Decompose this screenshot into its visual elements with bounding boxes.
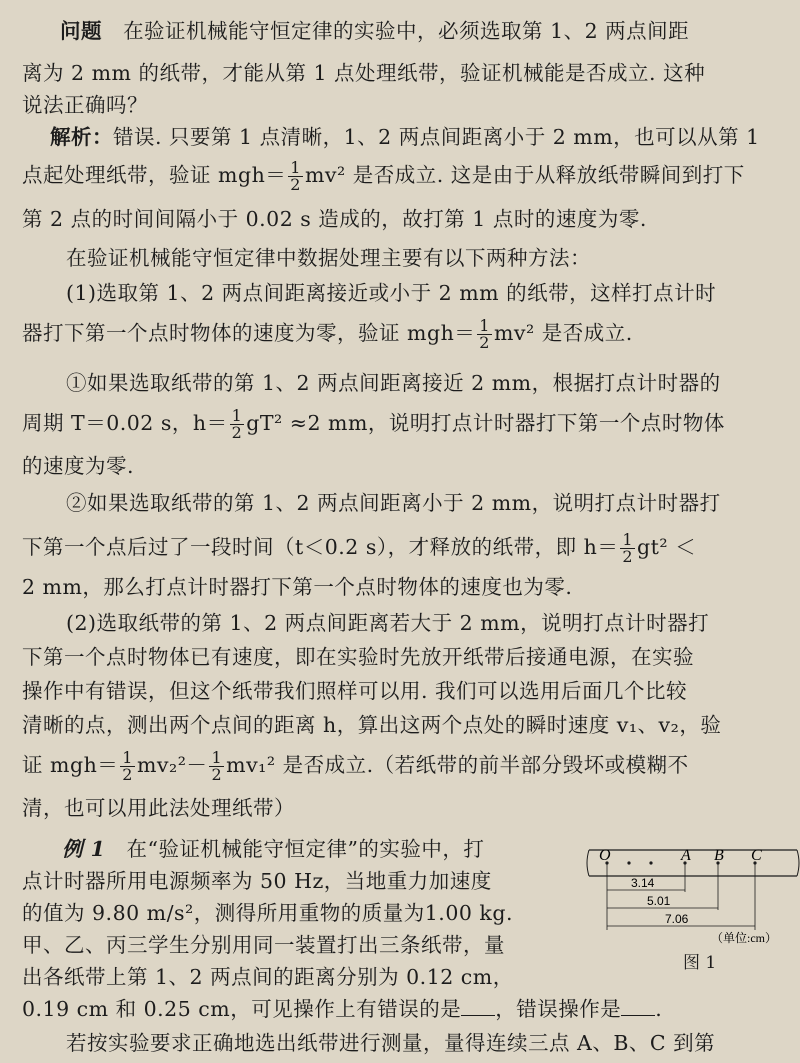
- point-label-b: B: [714, 847, 724, 864]
- fraction-numerator: 1: [290, 158, 301, 177]
- fraction-denominator: 2: [479, 333, 490, 352]
- fraction-denominator: 2: [211, 765, 223, 784]
- answer-line-3: 第 2 点的时间间隔小于 0.02 s 造成的，故打第 1 点时的速度为零.: [22, 207, 647, 231]
- fraction-half: [288, 160, 303, 193]
- fraction-half: [620, 532, 635, 565]
- example-text-6b: ，错误操作是: [495, 997, 622, 1021]
- question-line-3: 说法正确吗？: [22, 93, 148, 117]
- case1-text-2a: 周期 T＝0.02 s，h＝: [22, 411, 228, 435]
- fraction-numerator: 1: [479, 316, 490, 335]
- example-line-1: [62, 836, 484, 862]
- answer-text-2b: mv² 是否成立. 这是由于从释放纸带瞬间到打下: [304, 163, 745, 187]
- fraction-numerator: 1: [122, 748, 133, 767]
- answer-line-2: [22, 160, 745, 193]
- case1-text-2b: gT² ≈2 mm，说明打点计时器打下第一个点时物体: [246, 411, 725, 435]
- example-line-3: 的值为 9.80 m/s²，测得所用重物的质量为1.00 kg.: [22, 901, 513, 925]
- fraction-denominator: 2: [290, 175, 301, 194]
- method1-text-2b: mv² 是否成立.: [493, 321, 633, 345]
- distance-oa: 3.14: [631, 876, 655, 890]
- fraction-denominator: 2: [122, 765, 133, 784]
- answer-blank-1[interactable]: [461, 999, 495, 1016]
- distance-ob: 5.01: [647, 894, 671, 908]
- example-text-1: 在“验证机械能守恒定律”的实验中，打: [126, 837, 485, 861]
- fraction-half: [477, 318, 492, 351]
- method2-line-5: [22, 750, 689, 783]
- fraction-numerator: 1: [622, 530, 634, 549]
- example-text-6c: .: [655, 997, 663, 1021]
- point-label-c: C: [751, 847, 762, 864]
- fraction-denominator: 2: [231, 423, 243, 442]
- method1-text-2a: 器打下第一个点时物体的速度为零，验证 mgh＝: [22, 321, 476, 345]
- method2-text-5a: 证 mgh＝: [22, 753, 119, 777]
- method2-text-5b: mv₂²－: [136, 753, 208, 777]
- answer-blank-2[interactable]: [621, 999, 655, 1016]
- method1-line-1: (1)选取第 1、2 两点间距离接近或小于 2 mm 的纸带，这样打点计时: [66, 281, 717, 305]
- method2-line-2: 下第一个点时物体已有速度，即在实验时先放开纸带后接通电源，在实验: [22, 645, 694, 669]
- method2-line-6: 清，也可以用此法处理纸带）: [22, 796, 295, 820]
- answer-line-1: [50, 124, 760, 150]
- question-text-1: 在验证机械能守恒定律的实验中，必须选取第 1、2 两点间距: [123, 19, 690, 43]
- case2-line-1: ②如果选取纸带的第 1、2 两点间距离小于 2 mm，说明打点计时器打: [66, 491, 721, 515]
- question-line-1: [60, 18, 689, 44]
- answer-label: 解析：: [50, 125, 113, 149]
- answer-text-1: 错误. 只要第 1 点清晰，1、2 两点间距离小于 2 mm，也可以从第 1: [113, 125, 760, 149]
- method2-line-1: (2)选取纸带的第 1、2 两点间距离若大于 2 mm，说明打点计时器打: [66, 611, 710, 635]
- case2-line-3: 2 mm，那么打点计时器打下第一个点时物体的速度也为零.: [22, 575, 573, 599]
- case1-line-3: 的速度为零.: [22, 454, 135, 478]
- fraction-half: [209, 750, 224, 783]
- case2-line-2: [22, 532, 696, 565]
- point-label-a: A: [681, 847, 691, 864]
- case2-text-2b: gt² ＜: [637, 535, 697, 559]
- method2-line-3: 操作中有错误，但这个纸带我们照样可以用. 我们可以选用后面几个比较: [22, 679, 688, 703]
- answer-text-2a: 点起处理纸带，验证 mgh＝: [22, 163, 287, 187]
- paper-tape-diagram: [585, 832, 800, 947]
- question-label: 问题: [60, 19, 102, 43]
- method2-text-5c: mv₁² 是否成立.（若纸带的前半部分毁坏或模糊不: [226, 753, 689, 777]
- fraction-numerator: 1: [211, 748, 223, 767]
- example-line-4: 甲、乙、丙三学生分别用同一装置打出三条纸带，量: [22, 933, 505, 957]
- case1-line-1: ①如果选取纸带的第 1、2 两点间距离接近 2 mm，根据打点计时器的: [66, 371, 721, 395]
- case2-text-2a: 下第一个点后过了一段时间（t＜0.2 s），才释放的纸带，即 h＝: [22, 535, 619, 559]
- example-text-6a: 0.19 cm 和 0.25 cm，可见操作上有错误的是: [22, 997, 462, 1021]
- fraction-half: [120, 750, 135, 783]
- fraction-numerator: 1: [231, 406, 243, 425]
- fraction-half: [230, 408, 245, 441]
- fraction-denominator: 2: [622, 547, 634, 566]
- example-line-2: 点计时器所用电源频率为 50 Hz，当地重力加速度: [22, 869, 492, 893]
- point-label-o: O: [599, 847, 611, 864]
- example-label: 例 1: [62, 837, 106, 861]
- distance-oc: 7.06: [665, 912, 689, 926]
- example-line-5: 出各纸带上第 1、2 两点间的距离分别为 0.12 cm，: [22, 965, 514, 989]
- unit-label: （单位:cm）: [711, 931, 777, 945]
- case1-line-2: [22, 408, 725, 441]
- example-line-7: 若按实验要求正确地选出纸带进行测量，量得连续三点 A、B、C 到第: [66, 1031, 716, 1055]
- method1-line-2: [22, 318, 633, 351]
- figure-caption: 图 1: [683, 953, 717, 973]
- method-intro: 在验证机械能守恒定律中数据处理主要有以下两种方法：: [66, 246, 591, 270]
- method2-line-4: 清晰的点，测出两个点间的距离 h，算出这两个点处的瞬时速度 v₁、v₂，验: [22, 713, 722, 737]
- question-line-2: 离为 2 mm 的纸带，才能从第 1 点处理纸带，验证机械能是否成立. 这种: [22, 61, 706, 85]
- example-line-6: [22, 996, 662, 1022]
